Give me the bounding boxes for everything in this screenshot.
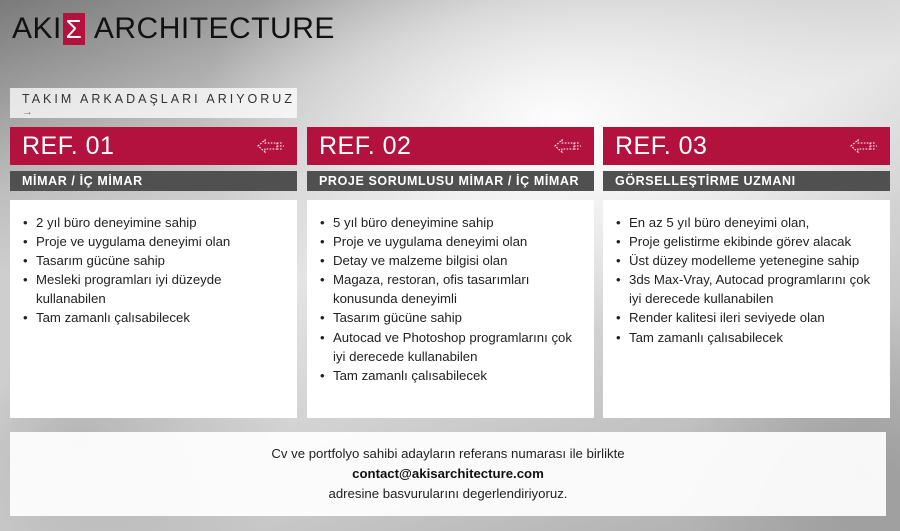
ref-header — [307, 127, 594, 165]
brand-logo — [12, 12, 335, 46]
requirement-item: • Magaza, restoran, ofis tasarımları konusunda deneyimli — [319, 270, 584, 308]
requirement-item: • Autocad ve Photoshop programlarını çok iyi derecede kullanabilen — [319, 328, 584, 366]
requirement-item: • Detay ve malzeme bilgisi olan — [319, 251, 584, 270]
footer-intro-text: Cv ve portfolyo sahibi adayların referans numarası ile birlikte — [271, 446, 625, 461]
role-title: GÖRSELLEŞTİRME UZMANI — [603, 171, 890, 191]
requirements-list — [615, 213, 880, 347]
brand-sigma-mark: Σ — [63, 13, 85, 45]
requirement-item: • 2 yıl büro deneyimine sahip — [22, 213, 287, 232]
requirement-item: • Proje ve uygulama deneyimi olan — [22, 232, 287, 251]
requirements-list — [22, 213, 287, 328]
requirement-item: • Render kalitesi ileri seviyede olan — [615, 308, 880, 327]
pointing-hand-icon — [850, 136, 878, 156]
ref-number: REF. 02 — [319, 131, 412, 160]
requirements-list — [319, 213, 584, 385]
arrow-right-icon: → — [22, 106, 33, 118]
hiring-banner — [10, 88, 297, 118]
hiring-title: TAKIM ARKADAŞLARI ARIYORUZ — [22, 92, 295, 106]
brand-name-part2: ARCHITECTURE — [93, 12, 335, 45]
role-title: MİMAR / İÇ MİMAR — [10, 171, 297, 191]
position-ref-03 — [603, 127, 890, 191]
requirement-item: • 3ds Max-Vray, Autocad programlarını çok iyi derecede kullanabilen — [615, 270, 880, 308]
ref-header — [10, 127, 297, 165]
requirement-item: • Tasarım gücüne sahip — [22, 251, 287, 270]
role-title: PROJE SORUMLUSU MİMAR / İÇ MİMAR — [307, 171, 594, 191]
requirement-item: • Üst düzey modelleme yetenegine sahip — [615, 251, 880, 270]
requirements-card-01 — [10, 200, 297, 418]
requirement-item: • Proje ve uygulama deneyimi olan — [319, 232, 584, 251]
position-ref-01 — [10, 127, 297, 191]
requirements-card-03 — [603, 200, 890, 418]
requirement-item: • Tam zamanlı çalısabilecek — [615, 328, 880, 347]
requirement-item: • Proje gelistirme ekibinde görev alacak — [615, 232, 880, 251]
requirement-item: • Tasarım gücüne sahip — [319, 308, 584, 327]
position-ref-02 — [307, 127, 594, 191]
requirement-item: • 5 yıl büro deneyimine sahip — [319, 213, 584, 232]
pointing-hand-icon — [554, 136, 582, 156]
footer-closing-text: adresine basvurularını degerlendiriyoruz. — [328, 486, 568, 501]
ref-header — [603, 127, 890, 165]
ref-number: REF. 03 — [615, 131, 708, 160]
requirement-item: • Mesleki programları iyi düzeyde kullanabilen — [22, 270, 287, 308]
requirement-item: • Tam zamanlı çalısabilecek — [319, 366, 584, 385]
requirement-item: • En az 5 yıl büro deneyimi olan, — [615, 213, 880, 232]
requirements-card-02 — [307, 200, 594, 418]
contact-email-link[interactable]: contact@akisarchitecture.com — [352, 466, 544, 481]
ref-number: REF. 01 — [22, 131, 115, 160]
brand-name-part1: AKI — [12, 12, 62, 45]
pointing-hand-icon — [257, 136, 285, 156]
application-footer — [10, 432, 886, 516]
requirement-item: • Tam zamanlı çalısabilecek — [22, 308, 287, 327]
